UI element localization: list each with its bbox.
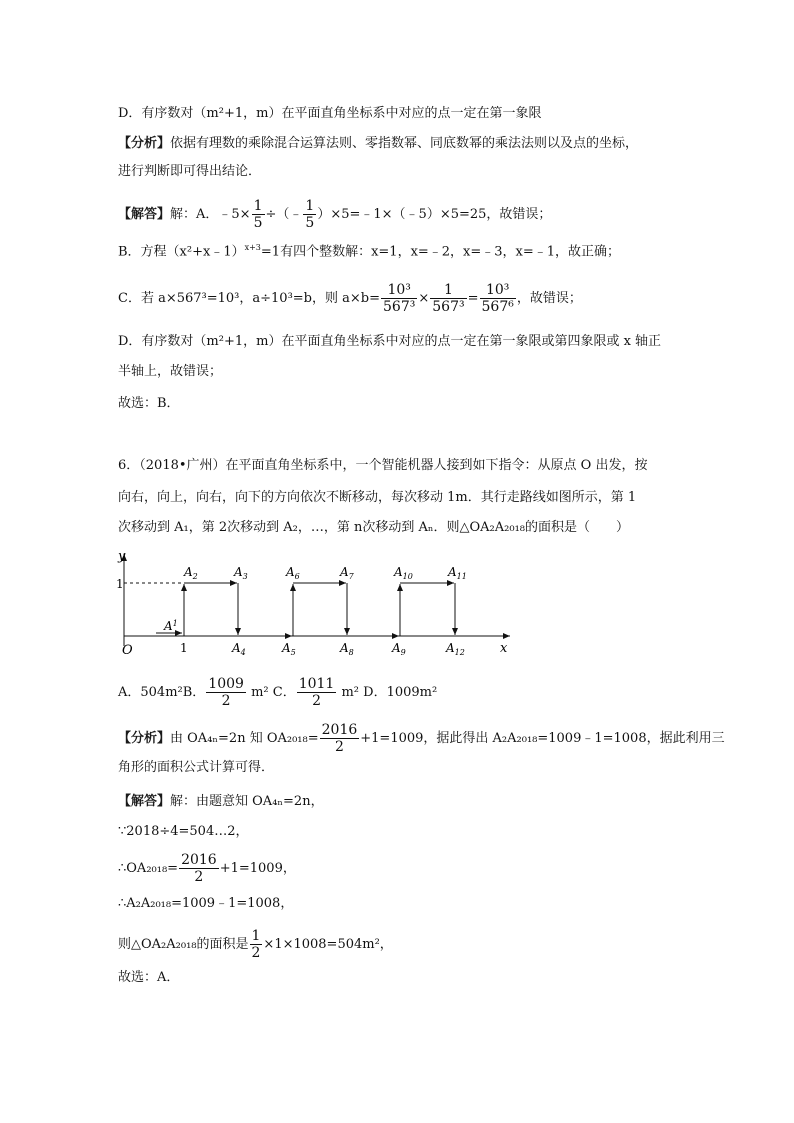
fraction: $\frac{1}{5}$ (305, 198, 315, 231)
answer-2-line-4: ∴A₂A₂₀₁₈=1009﹣1=1008， (118, 896, 294, 911)
fraction: $\frac{1009}{2}$ (208, 676, 244, 709)
analysis-tag: 【分析】 (118, 136, 171, 151)
point-a7-label: $A_7$ (340, 565, 354, 581)
answer-1-d-line-2: 半轴上，故错误； (118, 364, 223, 379)
point-labels (163, 565, 467, 657)
point-a9-label: $A_9$ (392, 641, 406, 657)
fraction: $\frac{2016}{2}$ (321, 722, 358, 755)
origin-label: O (122, 643, 133, 658)
answer-1-b: B．方程（x²+x﹣1）$^{x+3}$=1有四个整数解：x=1，x=﹣2，x=﹣3，x=﹣1，故正确； (118, 243, 621, 260)
point-a2-label: $A_2$ (184, 565, 198, 581)
point-a6-label: $A_6$ (286, 565, 300, 581)
question-6-options: A．504m²B． $\frac{1009}{2}$ m² C． $\frac{1011}{2}$ m² D．1009m² (118, 676, 438, 709)
answer-2-line-5: 则△OA₂A₂₀₁₈的面积是 $\frac{1}{2}$ ×1×1008=504m²， (118, 928, 393, 961)
answer-1-a: 【解答】解：A．﹣5× $\frac{1}{5}$ ÷（﹣ $\frac{1}{5}$ ）×5=﹣1×（﹣5）×5=25，故错误； (118, 198, 552, 231)
analysis-1-line-2: 进行判断即可得出结论． (118, 164, 262, 179)
option-d-statement: D．有序数对（m²+1，m）在平面直角坐标系中对应的点一定在第一象限 (118, 106, 542, 121)
fraction: $\frac{1}{5}$ (253, 198, 263, 231)
point-a10-label: $A_{10}$ (394, 565, 413, 581)
fraction: $\frac{\text{10³}}{\text{567⁶}}$ (481, 282, 514, 315)
answer-tag: 【解答】 (118, 794, 171, 809)
point-a5-label: $A_5$ (282, 641, 296, 657)
x-axis-label: x (500, 641, 508, 656)
analysis-text: 依据有理数的乘除混合运算法则、零指数幂、同底数幂的乘法法则以及点的坐标， (170, 136, 639, 151)
fraction: $\frac{1}{\text{567³}}$ (432, 282, 465, 315)
y-tick-label: 1 (116, 577, 124, 591)
answer-1-d-line-1: D．有序数对（m²+1，m）在平面直角坐标系中对应的点一定在第一象限或第四象限或 x 轴正 (118, 334, 662, 349)
analysis-tag: 【分析】 (118, 731, 171, 746)
fraction: $\frac{1011}{2}$ (298, 676, 335, 709)
y-axis-label: y (118, 549, 126, 564)
point-a12-label: $A_{12}$ (446, 641, 465, 657)
answer-1-c: C．若 a×567³=10³，a÷10³=b，则 a×b= $\frac{\text{10³}}{\text{567³}}$ × $\frac{1}{\text{567³}}$ = $\frac{\text{10³}}{\text{567⁶}}$ ，故错误； (118, 282, 582, 315)
question-6-line-3: 次移动到 A₁，第 2次移动到 A₂，…，第 n次移动到 Aₙ．则△OA₂A₂₀₁₈的面积是（ ） (118, 520, 630, 535)
question-6-line-2: 向右，向上，向右，向下的方向依次不断移动，每次移动 1m．其行走路线如图所示，第 1 (118, 490, 637, 505)
answer-2-line-3: ∴OA₂₀₁₈= $\frac{2016}{2}$ +1=1009， (118, 852, 296, 885)
analysis-2-line-1: 【分析】由 OA₄ₙ=2n 知 OA₂₀₁₈= $\frac{2016}{2}$ +1=1009，据此得出 A₂A₂₀₁₈=1009﹣1=1008，据此利用三 (118, 722, 725, 755)
analysis-1-line-1 (118, 134, 638, 154)
answer-2-line-1: 【解答】解：由题意知 OA₄ₙ=2n， (118, 794, 324, 809)
point-a3-label: $A_3$ (234, 565, 248, 581)
robot-path-figure (110, 548, 520, 658)
point-a1-label: $A^1$ (164, 619, 178, 633)
fraction: $\frac{2016}{2}$ (181, 852, 217, 885)
x-tick-label: 1 (180, 641, 188, 655)
fraction: $\frac{\text{10³}}{\text{567³}}$ (383, 282, 416, 315)
point-a8-label: $A_8$ (340, 641, 354, 657)
point-a4-label: $A_4$ (232, 641, 246, 657)
question-6-line-1: 6．（2018•广州）在平面直角坐标系中，一个智能机器人接到如下指令：从原点 O 出发，按 (118, 458, 648, 473)
fraction: $\frac{1}{2}$ (251, 928, 261, 961)
answer-1-choice: 故选：B． (118, 396, 180, 411)
point-a11-label: $A_{11}$ (448, 565, 467, 581)
analysis-2-line-2: 角形的面积公式计算可得． (118, 760, 275, 775)
answer-2-choice: 故选：A． (118, 970, 180, 985)
answer-2-line-2: ∵2018÷4=504…2， (118, 824, 249, 839)
answer-tag: 【解答】 (118, 207, 171, 222)
